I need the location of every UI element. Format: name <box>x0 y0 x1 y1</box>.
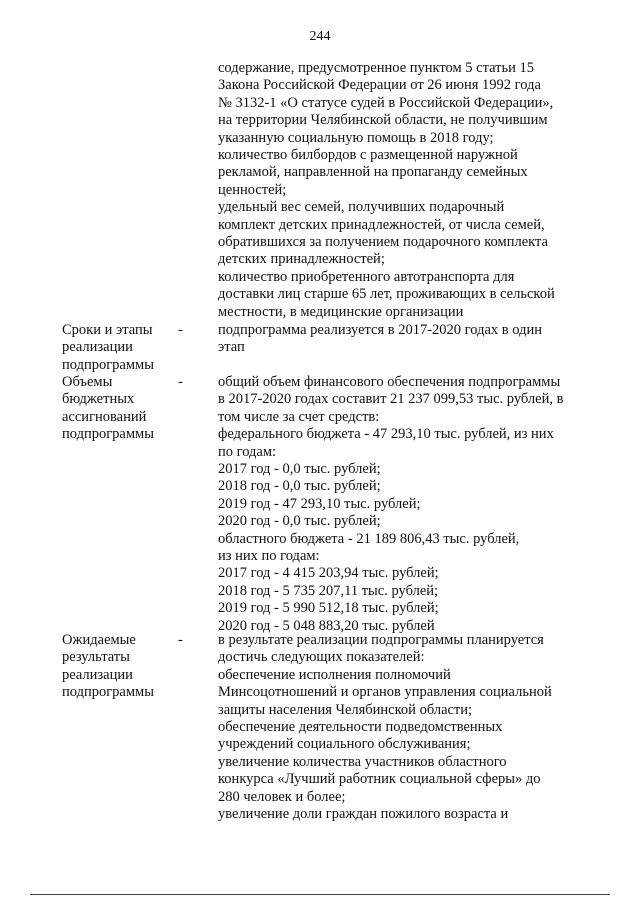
text-line: местности, в медицинские организации <box>218 303 464 320</box>
text-line: 2019 год - 5 990 512,18 тыс. рублей; <box>218 600 439 617</box>
text-line: 280 человек и более; <box>218 788 346 805</box>
label-line: бюджетных <box>62 391 135 408</box>
text-line: увеличение доли граждан пожилого возраста и <box>218 806 509 823</box>
text-line: содержание, предусмотренное пунктом 5 статьи 15 <box>218 60 535 76</box>
section-text-results <box>218 632 582 823</box>
text-line: 2020 год - 5 048 883,20 тыс. рублей <box>218 617 435 634</box>
text-line: ценностей; <box>218 181 287 198</box>
label-line: Объемы <box>62 374 113 390</box>
text-line: Минсоцотношений и органов управления социальной <box>218 684 552 701</box>
section-text-terms <box>218 322 582 357</box>
text-line: подпрограмма реализуется в 2017-2020 годах в один <box>218 322 542 338</box>
text-line: по годам: <box>218 443 277 460</box>
text-line: областного бюджета - 21 189 806,43 тыс. рублей, <box>218 530 520 547</box>
text-line: 2017 год - 4 415 203,94 тыс. рублей; <box>218 565 439 582</box>
label-line: подпрограммы <box>62 426 154 443</box>
section-dash: - <box>178 374 183 390</box>
text-line: 2017 год - 0,0 тыс. рублей; <box>218 461 381 478</box>
text-line: комплект детских принадлежностей, от числа семей, <box>218 216 545 233</box>
text-line: конкурса «Лучший работник социальной сферы» до <box>218 771 541 788</box>
label-line: результаты <box>62 649 130 666</box>
text-line: рекламой, направленной на пропаганду семейных <box>218 164 528 181</box>
text-line: из них по годам: <box>218 548 320 565</box>
text-line: Закона Российской Федерации от 26 июня 1992 года <box>218 77 541 94</box>
text-line: обратившихся за получением подарочного комплекта <box>218 234 548 251</box>
text-line: доставки лиц старше 65 лет, проживающих в сельской <box>218 286 555 303</box>
section-text-budget <box>218 374 582 635</box>
label-line: подпрограммы <box>62 684 154 701</box>
section-dash: - <box>178 632 183 648</box>
label-line: подпрограммы <box>62 356 154 373</box>
text-line: удельный вес семей, получивших подарочный <box>218 199 505 216</box>
text-line: детских принадлежностей; <box>218 251 385 268</box>
continuation-text <box>218 60 582 321</box>
text-line: в результате реализации подпрограммы планируется <box>218 632 544 648</box>
label-line: Ожидаемые <box>62 632 136 648</box>
text-line: количество приобретенного автотранспорта для <box>218 268 515 285</box>
text-line: увеличение количества участников областного <box>218 753 507 770</box>
text-line: федерального бюджета - 47 293,10 тыс. рублей, из них <box>218 426 554 443</box>
text-line: учреждений социального обслуживания; <box>218 736 471 753</box>
text-line: в 2017-2020 годах составит 21 237 099,53 тыс. рублей, в <box>218 391 564 408</box>
section-label-results <box>62 632 182 702</box>
bottom-divider <box>30 894 610 895</box>
text-line: достичь следующих показателей: <box>218 649 425 666</box>
label-line: Сроки и этапы <box>62 322 153 338</box>
text-line: обеспечение деятельности подведомственных <box>218 719 503 736</box>
text-line: защиты населения Челябинской области; <box>218 701 473 718</box>
text-line: указанную социальную помощь в 2018 году; <box>218 129 494 146</box>
text-line: этап <box>218 339 245 356</box>
text-line: 2020 год - 0,0 тыс. рублей; <box>218 513 381 530</box>
text-line: том числе за счет средств: <box>218 408 380 425</box>
text-line: 2019 год - 47 293,10 тыс. рублей; <box>218 495 421 512</box>
section-label-budget <box>62 374 182 444</box>
label-line: ассигнований <box>62 408 147 425</box>
text-line: обеспечение исполнения полномочий <box>218 666 451 683</box>
text-line: общий объем финансового обеспечения подпрограммы <box>218 374 561 390</box>
text-line: на территории Челябинской области, не получившим <box>218 112 548 129</box>
label-line: реализации <box>62 339 133 356</box>
text-line: № 3132-1 «О статусе судей в Российской Федерации», <box>218 94 554 111</box>
text-line: количество билбордов с размещенной наружной <box>218 147 518 164</box>
section-dash: - <box>178 322 183 338</box>
label-line: реализации <box>62 666 133 683</box>
text-line: 2018 год - 5 735 207,11 тыс. рублей; <box>218 582 439 599</box>
section-label-terms <box>62 322 182 374</box>
page-number: 244 <box>309 29 331 44</box>
text-line: 2018 год - 0,0 тыс. рублей; <box>218 478 381 495</box>
